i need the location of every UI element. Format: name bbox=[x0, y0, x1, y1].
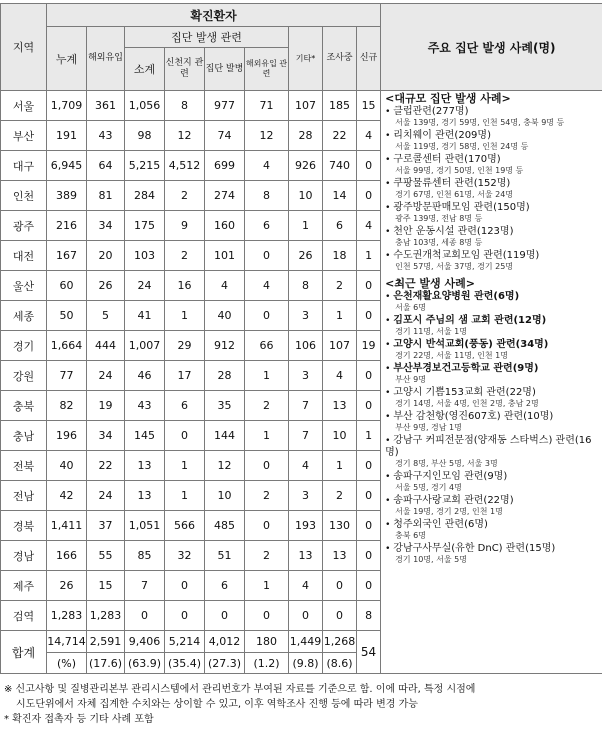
cell-overseas-related: 6 bbox=[245, 211, 289, 241]
cell-shincheonji: 1 bbox=[165, 451, 205, 481]
bullet-icon: • bbox=[385, 203, 394, 213]
cell-overseas: 24 bbox=[87, 361, 125, 391]
cell-region: 울산 bbox=[1, 271, 47, 301]
header-overseas: 해외유입 bbox=[87, 27, 125, 91]
cell-region: 전북 bbox=[1, 451, 47, 481]
case-item bbox=[385, 130, 600, 152]
cell-shincheonji: 1 bbox=[165, 481, 205, 511]
cell-overseas-related: 0 bbox=[245, 601, 289, 631]
case-item-detail: 경기 8명, 부산 5명, 서울 3명 bbox=[395, 459, 498, 468]
cell-shincheonji: 8 bbox=[165, 91, 205, 121]
cell-new: 15 bbox=[357, 91, 381, 121]
total-subtotal: 9,406 bbox=[125, 631, 165, 653]
cell-investigating: 14 bbox=[323, 181, 357, 211]
cell-shincheonji: 12 bbox=[165, 121, 205, 151]
cell-cluster: 0 bbox=[205, 601, 245, 631]
cell-overseas: 20 bbox=[87, 241, 125, 271]
cell-region: 충남 bbox=[1, 421, 47, 451]
case-item-title: 수도권개척교회모임 관련(119명) bbox=[393, 250, 540, 261]
case-item-detail: 충남 103명, 세종 8명 등 bbox=[395, 238, 483, 247]
cell-investigating: 0 bbox=[323, 601, 357, 631]
case-item bbox=[385, 435, 600, 469]
case-item-title: 고양시 기쁨153교회 관련(22명) bbox=[393, 387, 536, 398]
cell-shincheonji: 4,512 bbox=[165, 151, 205, 181]
cell-new: 19 bbox=[357, 331, 381, 361]
cell-other: 10 bbox=[289, 181, 323, 211]
case-item bbox=[385, 471, 600, 493]
cell-cluster: 160 bbox=[205, 211, 245, 241]
cell-cluster: 6 bbox=[205, 571, 245, 601]
bullet-icon: • bbox=[385, 544, 394, 554]
cell-subtotal: 41 bbox=[125, 301, 165, 331]
cell-cluster: 274 bbox=[205, 181, 245, 211]
header-subtotal: 소계 bbox=[125, 48, 165, 91]
cell-overseas-related: 8 bbox=[245, 181, 289, 211]
cell-cluster: 977 bbox=[205, 91, 245, 121]
cell-new: 1 bbox=[357, 241, 381, 271]
cell-investigating: 6 bbox=[323, 211, 357, 241]
cell-cluster: 144 bbox=[205, 421, 245, 451]
recent-cases-heading: <최근 발생 사례> bbox=[385, 277, 475, 290]
cell-subtotal: 1,051 bbox=[125, 511, 165, 541]
cell-new: 0 bbox=[357, 511, 381, 541]
cell-other: 4 bbox=[289, 571, 323, 601]
cell-overseas-related: 4 bbox=[245, 271, 289, 301]
cell-investigating: 107 bbox=[323, 331, 357, 361]
cell-other: 7 bbox=[289, 391, 323, 421]
case-item-detail: 서울 6명 bbox=[395, 303, 426, 312]
cell-cluster: 912 bbox=[205, 331, 245, 361]
header-shincheonji: 신천지 관련 bbox=[165, 48, 205, 91]
header-overseas-related: 해외유입 관련 bbox=[245, 48, 289, 91]
case-item-detail: 서울 19명, 경기 2명, 인천 1명 bbox=[395, 507, 503, 516]
case-item bbox=[385, 226, 600, 248]
cell-cluster: 101 bbox=[205, 241, 245, 271]
cell-new: 0 bbox=[357, 361, 381, 391]
cell-new: 0 bbox=[357, 151, 381, 181]
table-row bbox=[1, 91, 602, 121]
cell-overseas: 55 bbox=[87, 541, 125, 571]
total-cluster: 4,012 bbox=[205, 631, 245, 653]
case-item-title: 광주방문판매모임 관련(150명) bbox=[393, 202, 530, 213]
total-pct-overseas: (17.6) bbox=[87, 653, 125, 674]
cell-overseas-related: 2 bbox=[245, 481, 289, 511]
cell-investigating: 2 bbox=[323, 481, 357, 511]
case-item bbox=[385, 154, 600, 176]
header-cluster: 집단 발병 bbox=[205, 48, 245, 91]
cell-shincheonji: 29 bbox=[165, 331, 205, 361]
bullet-icon: • bbox=[385, 227, 394, 237]
cell-total: 191 bbox=[47, 121, 87, 151]
cell-subtotal: 98 bbox=[125, 121, 165, 151]
cell-overseas: 1,283 bbox=[87, 601, 125, 631]
bullet-icon: • bbox=[385, 292, 394, 302]
cell-region: 부산 bbox=[1, 121, 47, 151]
cell-subtotal: 13 bbox=[125, 481, 165, 511]
cell-other: 193 bbox=[289, 511, 323, 541]
cell-investigating: 1 bbox=[323, 451, 357, 481]
case-item-detail: 경기 22명, 서울 11명, 인천 1명 bbox=[395, 351, 508, 360]
cell-subtotal: 43 bbox=[125, 391, 165, 421]
cell-other: 4 bbox=[289, 451, 323, 481]
cell-overseas-related: 71 bbox=[245, 91, 289, 121]
case-item-detail: 경기 10명, 서울 5명 bbox=[395, 555, 467, 564]
case-item-title: 강남구 커피전문점(양재동 스타벅스) 관련(16명) bbox=[385, 435, 592, 458]
cell-other: 7 bbox=[289, 421, 323, 451]
bullet-icon: • bbox=[385, 340, 394, 350]
cell-new: 4 bbox=[357, 121, 381, 151]
cell-region: 검역 bbox=[1, 601, 47, 631]
cell-cluster: 74 bbox=[205, 121, 245, 151]
cell-region: 충북 bbox=[1, 391, 47, 421]
case-item-detail: 서울 119명, 경기 58명, 인천 24명 등 bbox=[395, 142, 529, 151]
cell-new: 4 bbox=[357, 211, 381, 241]
cell-new: 0 bbox=[357, 451, 381, 481]
cell-overseas-related: 0 bbox=[245, 241, 289, 271]
cell-cluster: 28 bbox=[205, 361, 245, 391]
cell-other: 8 bbox=[289, 271, 323, 301]
cell-region: 인천 bbox=[1, 181, 47, 211]
bullet-icon: • bbox=[385, 251, 394, 261]
case-item-detail: 부산 9명, 경남 1명 bbox=[395, 423, 462, 432]
cell-investigating: 0 bbox=[323, 571, 357, 601]
bullet-icon: • bbox=[385, 107, 394, 117]
cell-cluster: 12 bbox=[205, 451, 245, 481]
case-item-title: 고양시 반석교회(풍동) 관련(34명) bbox=[393, 339, 549, 350]
total-pct-total: (%) bbox=[47, 653, 87, 674]
cell-region: 광주 bbox=[1, 211, 47, 241]
case-item-detail: 경기 67명, 인천 61명, 서울 24명 bbox=[395, 190, 514, 199]
cell-shincheonji: 0 bbox=[165, 571, 205, 601]
cell-region: 경북 bbox=[1, 511, 47, 541]
cell-shincheonji: 17 bbox=[165, 361, 205, 391]
footnote bbox=[4, 682, 598, 727]
cell-subtotal: 1,007 bbox=[125, 331, 165, 361]
cell-overseas-related: 2 bbox=[245, 541, 289, 571]
case-item bbox=[385, 106, 600, 128]
cell-overseas-related: 0 bbox=[245, 301, 289, 331]
cell-other: 107 bbox=[289, 91, 323, 121]
cell-subtotal: 24 bbox=[125, 271, 165, 301]
case-item-title: 구로콜센터 관련(170명) bbox=[393, 154, 501, 165]
case-item-title: 쿠팡물류센터 관련(152명) bbox=[393, 178, 511, 189]
case-item bbox=[385, 543, 600, 565]
case-item bbox=[385, 291, 600, 313]
cell-total: 40 bbox=[47, 451, 87, 481]
case-item-detail: 인천 57명, 서울 37명, 경기 25명 bbox=[395, 262, 514, 271]
cell-overseas-related: 4 bbox=[245, 151, 289, 181]
cases-cell bbox=[381, 91, 602, 674]
cell-region: 전남 bbox=[1, 481, 47, 511]
cell-shincheonji: 566 bbox=[165, 511, 205, 541]
total-pct-other: (9.8) bbox=[289, 653, 323, 674]
bullet-icon: • bbox=[385, 412, 394, 422]
total-pct-shincheonji: (35.4) bbox=[165, 653, 205, 674]
cell-shincheonji: 0 bbox=[165, 421, 205, 451]
cell-subtotal: 7 bbox=[125, 571, 165, 601]
table-body bbox=[1, 91, 602, 674]
cell-investigating: 4 bbox=[323, 361, 357, 391]
total-investigating: 1,268 bbox=[323, 631, 357, 653]
cell-overseas-related: 0 bbox=[245, 451, 289, 481]
total-overseas: 2,591 bbox=[87, 631, 125, 653]
cell-other: 0 bbox=[289, 601, 323, 631]
cell-other: 13 bbox=[289, 541, 323, 571]
cell-total: 166 bbox=[47, 541, 87, 571]
cell-overseas: 15 bbox=[87, 571, 125, 601]
cell-region: 강원 bbox=[1, 361, 47, 391]
case-item-title: 리치웨이 관련(209명) bbox=[393, 130, 491, 141]
total-new: 54 bbox=[357, 631, 381, 674]
cell-other: 3 bbox=[289, 301, 323, 331]
cell-investigating: 13 bbox=[323, 541, 357, 571]
bullet-icon: • bbox=[385, 472, 394, 482]
total-pct-cluster: (27.3) bbox=[205, 653, 245, 674]
header-new: 신규 bbox=[357, 27, 381, 91]
cell-overseas-related: 1 bbox=[245, 361, 289, 391]
cell-other: 1 bbox=[289, 211, 323, 241]
cell-shincheonji: 32 bbox=[165, 541, 205, 571]
cell-region: 대구 bbox=[1, 151, 47, 181]
cell-other: 26 bbox=[289, 241, 323, 271]
cell-investigating: 185 bbox=[323, 91, 357, 121]
cell-total: 60 bbox=[47, 271, 87, 301]
header-cases-title: 주요 집단 발생 사례(명) bbox=[381, 4, 602, 91]
case-item-detail: 광주 139명, 전남 8명 등 bbox=[395, 214, 483, 223]
cell-total: 1,664 bbox=[47, 331, 87, 361]
cell-overseas: 361 bbox=[87, 91, 125, 121]
bullet-icon: • bbox=[385, 131, 394, 141]
cell-investigating: 10 bbox=[323, 421, 357, 451]
case-item-title: 강남구사무실(유한 DnC) 관련(15명) bbox=[393, 543, 556, 554]
cell-cluster: 10 bbox=[205, 481, 245, 511]
case-item-title: 천안 운동시설 관련(123명) bbox=[393, 226, 514, 237]
bullet-icon: • bbox=[385, 316, 394, 326]
header-total: 누계 bbox=[47, 27, 87, 91]
cell-subtotal: 85 bbox=[125, 541, 165, 571]
case-item-title: 김포시 주님의 샘 교회 관련(12명) bbox=[393, 315, 547, 326]
total-pct-subtotal: (63.9) bbox=[125, 653, 165, 674]
cell-other: 28 bbox=[289, 121, 323, 151]
cell-subtotal: 1,056 bbox=[125, 91, 165, 121]
cell-region: 대전 bbox=[1, 241, 47, 271]
cell-other: 106 bbox=[289, 331, 323, 361]
cell-overseas-related: 66 bbox=[245, 331, 289, 361]
cell-total: 167 bbox=[47, 241, 87, 271]
case-item-title: 부산 감천항(영진607호) 관련(10명) bbox=[393, 411, 554, 422]
cell-new: 0 bbox=[357, 571, 381, 601]
cell-cluster: 4 bbox=[205, 271, 245, 301]
cell-investigating: 22 bbox=[323, 121, 357, 151]
case-item-detail: 서울 99명, 경기 50명, 인천 19명 등 bbox=[395, 166, 524, 175]
cell-region: 세종 bbox=[1, 301, 47, 331]
case-item-detail: 서울 5명, 경기 4명 bbox=[395, 483, 462, 492]
cell-total: 42 bbox=[47, 481, 87, 511]
cell-new: 0 bbox=[357, 301, 381, 331]
cell-overseas-related: 1 bbox=[245, 421, 289, 451]
case-item-title: 송파구지인모임 관련(9명) bbox=[393, 471, 508, 482]
case-item bbox=[385, 315, 600, 337]
case-item bbox=[385, 363, 600, 385]
header-cluster-group: 집단 발생 관련 bbox=[125, 27, 289, 48]
cell-investigating: 2 bbox=[323, 271, 357, 301]
cell-total: 6,945 bbox=[47, 151, 87, 181]
cell-shincheonji: 6 bbox=[165, 391, 205, 421]
cell-subtotal: 145 bbox=[125, 421, 165, 451]
cell-cluster: 699 bbox=[205, 151, 245, 181]
case-item bbox=[385, 250, 600, 272]
cell-overseas: 34 bbox=[87, 421, 125, 451]
cell-cluster: 51 bbox=[205, 541, 245, 571]
header-confirmed: 확진환자 bbox=[47, 4, 381, 27]
cell-total: 1,709 bbox=[47, 91, 87, 121]
cell-overseas: 43 bbox=[87, 121, 125, 151]
case-item-detail: 경기 14명, 서울 4명, 인천 2명, 충남 2명 bbox=[395, 399, 539, 408]
total-pct-overseas-related: (1.2) bbox=[245, 653, 289, 674]
cell-overseas-related: 2 bbox=[245, 391, 289, 421]
case-item bbox=[385, 339, 600, 361]
bullet-icon: • bbox=[385, 436, 394, 446]
case-item bbox=[385, 519, 600, 541]
cell-shincheonji: 9 bbox=[165, 211, 205, 241]
cell-subtotal: 175 bbox=[125, 211, 165, 241]
case-item bbox=[385, 411, 600, 433]
large-cases-heading: <대규모 집단 발생 사례> bbox=[385, 92, 511, 105]
bullet-icon: • bbox=[385, 388, 394, 398]
case-item bbox=[385, 495, 600, 517]
case-item bbox=[385, 202, 600, 224]
cell-region: 경남 bbox=[1, 541, 47, 571]
cell-total: 77 bbox=[47, 361, 87, 391]
cell-region: 제주 bbox=[1, 571, 47, 601]
total-shincheonji: 5,214 bbox=[165, 631, 205, 653]
cell-new: 1 bbox=[357, 421, 381, 451]
cell-total: 1,411 bbox=[47, 511, 87, 541]
case-item-title: 클럽관련(277명) bbox=[393, 106, 469, 117]
cell-overseas: 81 bbox=[87, 181, 125, 211]
cell-shincheonji: 2 bbox=[165, 181, 205, 211]
cell-subtotal: 46 bbox=[125, 361, 165, 391]
header-investigating: 조사중 bbox=[323, 27, 357, 91]
footnote-line-1: ※ 신고사항 및 질병관리본부 관리시스템에서 관리번호가 부여된 자료를 기준으로 함. 이에 따라, 특정 시점에 bbox=[4, 684, 476, 695]
cell-overseas: 34 bbox=[87, 211, 125, 241]
case-item-detail: 충북 6명 bbox=[395, 531, 426, 540]
case-item-title: 송파구사랑교회 관련(22명) bbox=[393, 495, 514, 506]
total-other: 1,449 bbox=[289, 631, 323, 653]
cell-subtotal: 284 bbox=[125, 181, 165, 211]
cell-shincheonji: 1 bbox=[165, 301, 205, 331]
header-other: 기타* bbox=[289, 27, 323, 91]
cell-subtotal: 13 bbox=[125, 451, 165, 481]
case-item bbox=[385, 387, 600, 409]
cell-total: 216 bbox=[47, 211, 87, 241]
case-item-detail: 경기 11명, 서울 1명 bbox=[395, 327, 467, 336]
cell-region: 서울 bbox=[1, 91, 47, 121]
cell-shincheonji: 0 bbox=[165, 601, 205, 631]
cell-other: 3 bbox=[289, 481, 323, 511]
cell-new: 0 bbox=[357, 391, 381, 421]
cell-cluster: 40 bbox=[205, 301, 245, 331]
bullet-icon: • bbox=[385, 179, 394, 189]
cell-total: 389 bbox=[47, 181, 87, 211]
case-item-title: 은천재활요양병원 관련(6명) bbox=[393, 291, 520, 302]
cell-investigating: 130 bbox=[323, 511, 357, 541]
cell-total: 26 bbox=[47, 571, 87, 601]
confirmed-cases-table bbox=[0, 3, 602, 674]
total-region: 합계 bbox=[1, 631, 47, 674]
cell-new: 8 bbox=[357, 601, 381, 631]
cell-overseas-related: 12 bbox=[245, 121, 289, 151]
cell-new: 0 bbox=[357, 181, 381, 211]
cell-total: 50 bbox=[47, 301, 87, 331]
cell-shincheonji: 2 bbox=[165, 241, 205, 271]
header-region: 지역 bbox=[1, 4, 47, 91]
cell-new: 0 bbox=[357, 481, 381, 511]
cell-investigating: 13 bbox=[323, 391, 357, 421]
total-pct-investigating: (8.6) bbox=[323, 653, 357, 674]
bullet-icon: • bbox=[385, 520, 394, 530]
cell-cluster: 35 bbox=[205, 391, 245, 421]
cell-overseas-related: 0 bbox=[245, 511, 289, 541]
case-item-title: 부산부경보건고등학교 관련(9명) bbox=[393, 363, 539, 374]
cell-new: 0 bbox=[357, 541, 381, 571]
cell-overseas: 26 bbox=[87, 271, 125, 301]
case-item-title: 청주외국인 관련(6명) bbox=[393, 519, 488, 530]
cell-overseas: 37 bbox=[87, 511, 125, 541]
cell-investigating: 18 bbox=[323, 241, 357, 271]
cell-subtotal: 5,215 bbox=[125, 151, 165, 181]
case-item-detail: 서울 139명, 경기 59명, 인천 54명, 충북 9명 등 bbox=[395, 118, 565, 127]
cell-overseas: 64 bbox=[87, 151, 125, 181]
cell-cluster: 485 bbox=[205, 511, 245, 541]
cell-investigating: 740 bbox=[323, 151, 357, 181]
footnote-line-2: 시도단위에서 자체 집계한 수치와는 상이할 수 있고, 이후 역학조사 진행 등에 따라 변경 가능 bbox=[16, 699, 418, 710]
cell-other: 926 bbox=[289, 151, 323, 181]
cell-total: 82 bbox=[47, 391, 87, 421]
cell-overseas: 24 bbox=[87, 481, 125, 511]
cell-total: 1,283 bbox=[47, 601, 87, 631]
cell-overseas: 444 bbox=[87, 331, 125, 361]
bullet-icon: • bbox=[385, 496, 394, 506]
total-overseas-related: 180 bbox=[245, 631, 289, 653]
cell-investigating: 1 bbox=[323, 301, 357, 331]
cell-subtotal: 0 bbox=[125, 601, 165, 631]
bullet-icon: • bbox=[385, 364, 394, 374]
case-item bbox=[385, 178, 600, 200]
cell-overseas: 22 bbox=[87, 451, 125, 481]
cell-overseas-related: 1 bbox=[245, 571, 289, 601]
cell-region: 경기 bbox=[1, 331, 47, 361]
cell-subtotal: 103 bbox=[125, 241, 165, 271]
cell-new: 0 bbox=[357, 271, 381, 301]
cell-other: 3 bbox=[289, 361, 323, 391]
cell-overseas: 19 bbox=[87, 391, 125, 421]
bullet-icon: • bbox=[385, 155, 394, 165]
cell-overseas: 5 bbox=[87, 301, 125, 331]
cell-total: 196 bbox=[47, 421, 87, 451]
footnote-line-3: * 확진자 접촉자 등 기타 사례 포함 bbox=[4, 714, 154, 725]
cell-shincheonji: 16 bbox=[165, 271, 205, 301]
case-item-detail: 부산 9명 bbox=[395, 375, 426, 384]
total-total: 14,714 bbox=[47, 631, 87, 653]
